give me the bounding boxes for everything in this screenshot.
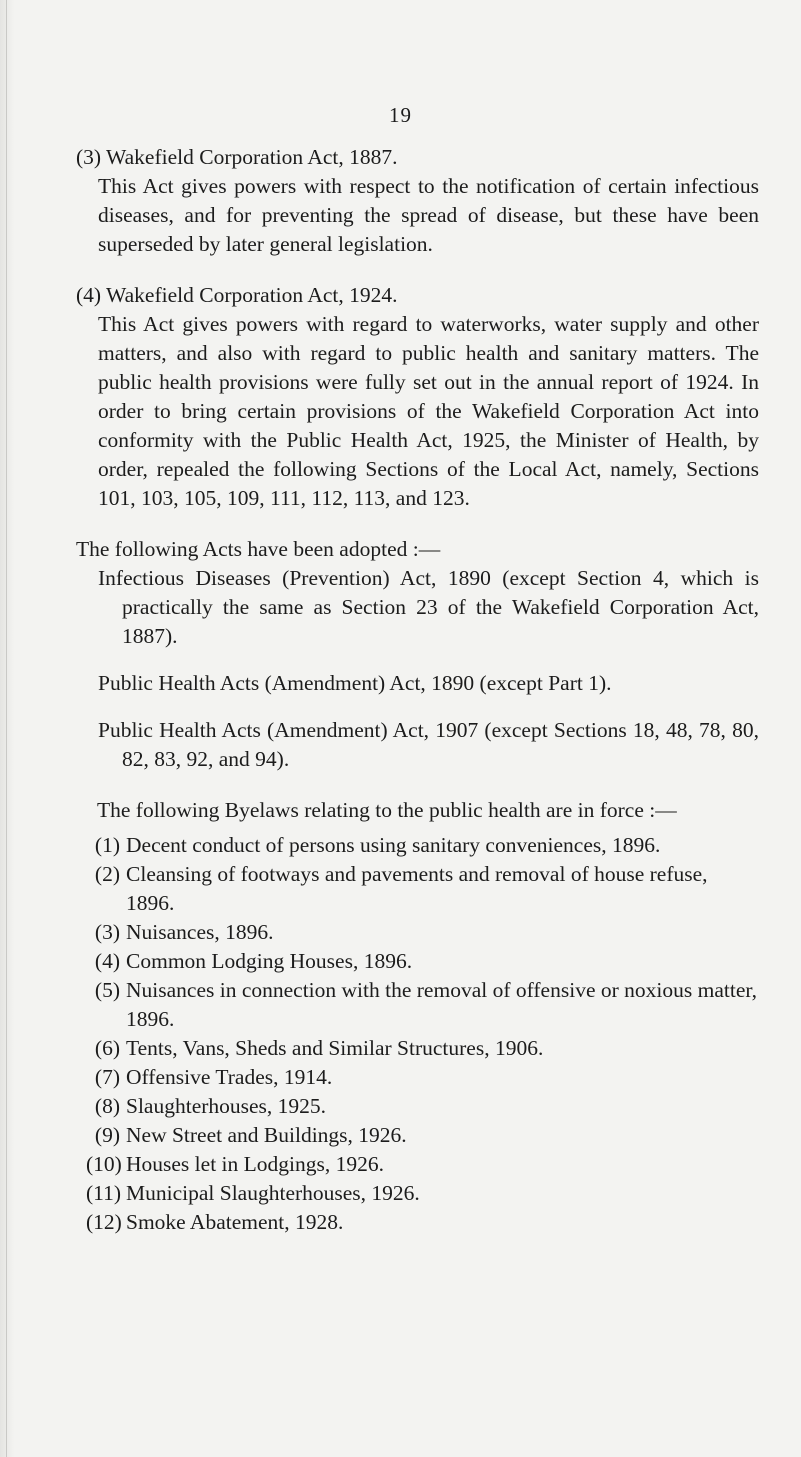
byelaw-item — [94, 947, 759, 976]
adopted-act-item: Public Health Acts (Amendment) Act, 1907 (except Sections 18, 48, 78, 80, 82, 83, 92, and 94). — [98, 718, 759, 771]
byelaw-text: Common Lodging Houses, 1896. — [126, 949, 413, 973]
byelaw-text: Tents, Vans, Sheds and Similar Structures, 1906. — [126, 1036, 544, 1060]
section-heading: (4) Wakefield Corporation Act, 1924. — [76, 283, 398, 307]
byelaw-number: (12) — [86, 1210, 122, 1234]
byelaw-number: (4) — [94, 949, 120, 973]
byelaw-number: (6) — [94, 1036, 120, 1060]
byelaw-item — [94, 976, 759, 1034]
byelaw-item — [86, 1208, 759, 1237]
byelaw-item — [94, 831, 759, 860]
byelaw-item — [86, 1179, 759, 1208]
byelaw-number: (3) — [94, 920, 120, 944]
section-heading: (3) Wakefield Corporation Act, 1887. — [76, 145, 398, 169]
byelaw-number: (1) — [94, 833, 120, 857]
byelaw-number: (7) — [94, 1065, 120, 1089]
byelaw-item — [94, 860, 759, 918]
byelaw-number: (8) — [94, 1094, 120, 1118]
adopted-act-item: Public Health Acts (Amendment) Act, 1890 (except Part 1). — [98, 671, 612, 695]
adopted-intro: The following Acts have been adopted :— — [76, 537, 441, 561]
byelaw-item — [94, 1092, 759, 1121]
byelaw-text: Houses let in Lodgings, 1926. — [126, 1152, 384, 1176]
byelaw-text: Slaughterhouses, 1925. — [126, 1094, 327, 1118]
document-body — [0, 143, 801, 1237]
byelaw-number: (11) — [86, 1181, 122, 1205]
section-4 — [0, 281, 801, 513]
byelaw-text: New Street and Buildings, 1926. — [126, 1123, 407, 1147]
byelaw-item — [94, 1121, 759, 1150]
section-paragraph: This Act gives powers with regard to waterworks, water supply and other matters, and also with regard to public health and sanitary matters. The public health provisions were fully set out in the annual report of 1924. In order to bring certain provisions of the Wakefield Corporation Act into conformity with the Public Health Act, 1925, the Minister of Health, by order, repealed the following Sections of the Local Act, namely, Sections 101, 103, 105, 109, 111, 112, 113, and 123. — [98, 312, 759, 510]
byelaw-text: Decent conduct of persons using sanitary conveniences, 1896. — [126, 833, 661, 857]
byelaw-number: (5) — [94, 978, 120, 1002]
byelaws — [0, 796, 801, 1237]
byelaw-text: Cleansing of footways and pavements and removal of house refuse, 1896. — [126, 862, 708, 915]
section-paragraph: This Act gives powers with respect to the notification of certain infectious diseases, and for preventing the spread of disease, but these have been superseded by later general legislation. — [98, 174, 759, 256]
byelaw-number: (9) — [94, 1123, 120, 1147]
page-number: 19 — [389, 103, 412, 127]
adopted-act-item: Infectious Diseases (Prevention) Act, 1890 (except Section 4, which is practically the same as Section 23 of the Wakefield Corporation Act, 1887). — [98, 566, 759, 648]
byelaws-list — [86, 831, 759, 1237]
byelaw-text: Smoke Abatement, 1928. — [126, 1210, 344, 1234]
byelaw-item — [86, 1150, 759, 1179]
byelaw-text: Offensive Trades, 1914. — [126, 1065, 333, 1089]
byelaw-item — [94, 918, 759, 947]
byelaw-item — [94, 1034, 759, 1063]
section-3 — [0, 143, 801, 259]
adopted-acts — [0, 535, 801, 774]
byelaw-text: Municipal Slaughterhouses, 1926. — [126, 1181, 420, 1205]
byelaw-text: Nuisances, 1896. — [126, 920, 274, 944]
byelaws-intro: The following Byelaws relating to the public health are in force :— — [97, 798, 677, 822]
byelaw-number: (2) — [94, 862, 120, 886]
byelaw-text: Nuisances in connection with the removal of offensive or noxious matter, 1896. — [126, 978, 758, 1031]
byelaw-number: (10) — [86, 1152, 122, 1176]
byelaw-item — [94, 1063, 759, 1092]
